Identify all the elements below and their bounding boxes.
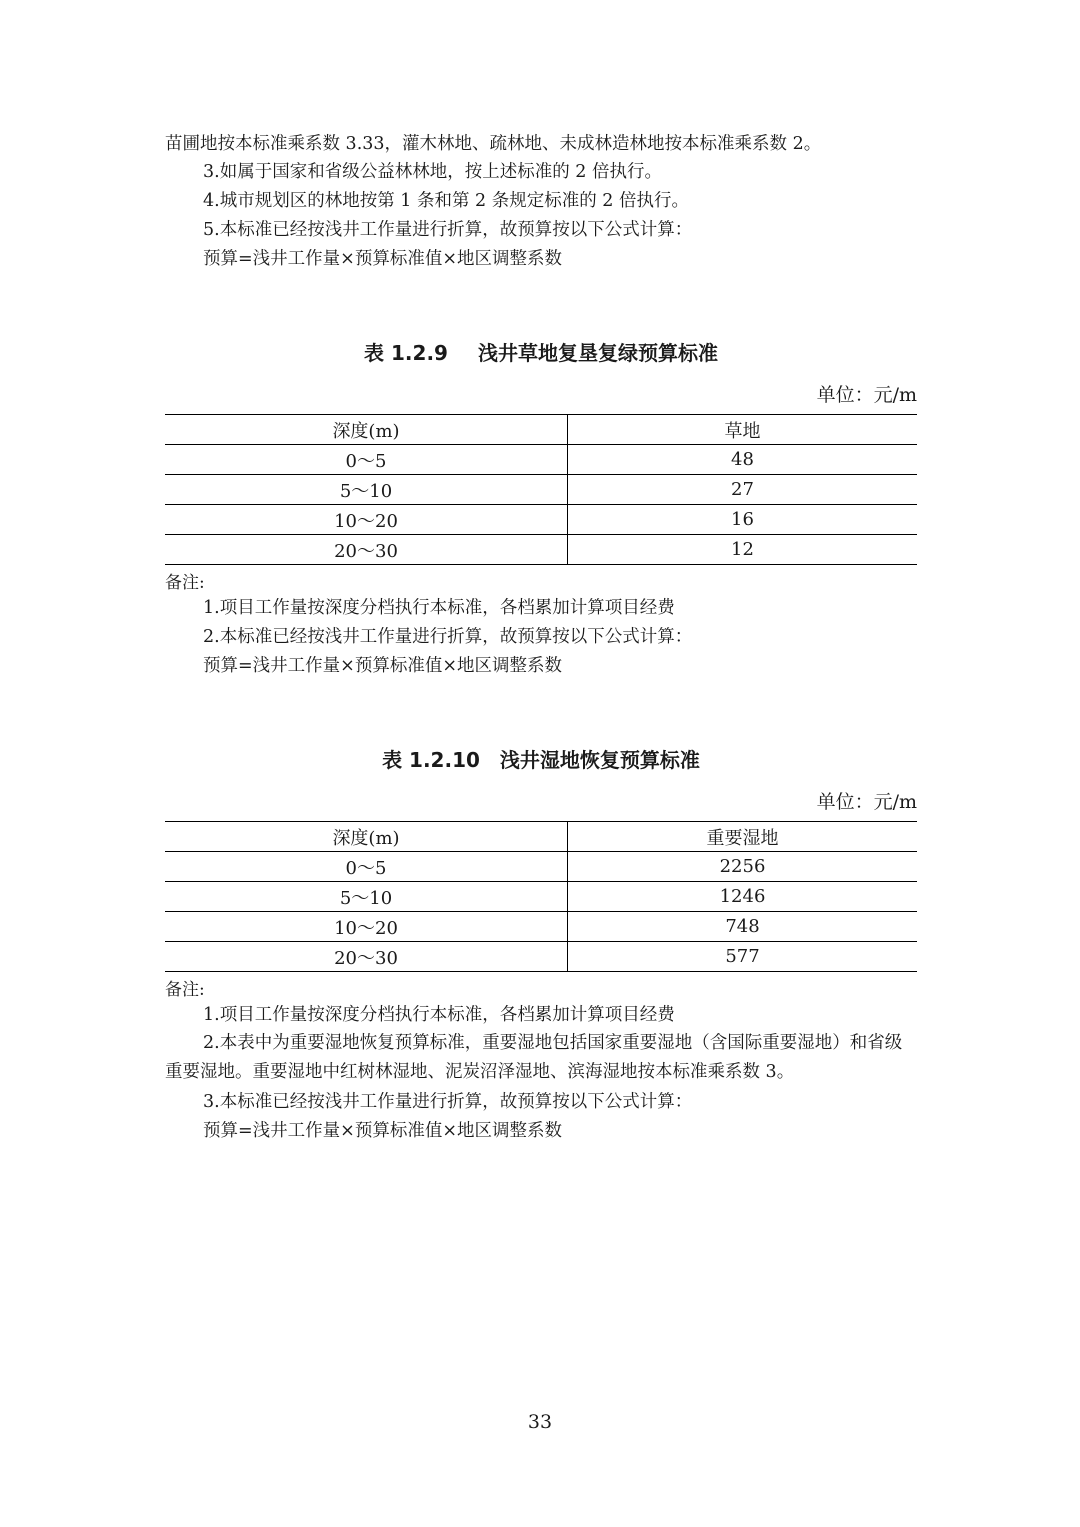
table1-cell-value: 48 — [568, 445, 918, 475]
table1-unit: 单位：元/m — [816, 384, 917, 406]
table-row — [165, 912, 917, 942]
table1-note-1: 1.项目工作量按深度分档执行本标准，各档累加计算项目经费 — [203, 598, 675, 618]
intro-line-5: 预算=浅井工作量×预算标准值×地区调整系数 — [203, 249, 562, 269]
table1-cell-value: 27 — [568, 475, 918, 505]
table1-number: 表 1.2.9 — [364, 341, 448, 365]
table2-cell-depth: 20～30 — [165, 942, 568, 972]
table2-note-1: 1.项目工作量按深度分档执行本标准，各档累加计算项目经费 — [203, 1005, 675, 1025]
table2-cell-value: 577 — [568, 942, 918, 972]
table1-cell-value: 16 — [568, 505, 918, 535]
table1-note-2: 2.本标准已经按浅井工作量进行折算，故预算按以下公式计算： — [203, 627, 693, 647]
table2-title — [165, 744, 917, 773]
table2-cell-depth: 5～10 — [165, 882, 568, 912]
table-row — [165, 942, 917, 972]
intro-line-3: 4.城市规划区的林地按第 1 条和第 2 条规定标准的 2 倍执行。 — [203, 191, 689, 211]
table2-name: 浅井湿地恢复预算标准 — [499, 748, 700, 772]
table2-cell-value: 748 — [568, 912, 918, 942]
intro-line-2: 3.如属于国家和省级公益林林地，按上述标准的 2 倍执行。 — [203, 162, 662, 182]
table2-note-2: 2.本表中为重要湿地恢复预算标准，重要湿地包括国家重要湿地（含国际重要湿地）和省级重要湿地。重要湿地中红树林湿地、泥炭沼泽湿地、滨海湿地按本标准乘系数 3。 — [165, 1033, 903, 1082]
table2-note-label: 备注: — [165, 980, 205, 1000]
table-row — [165, 882, 917, 912]
table1-header-depth: 深度(m) — [165, 415, 568, 445]
intro-line-1: 苗圃地按本标准乘系数 3.33，灌木林地、疏林地、未成林造林地按本标准乘系数 2。 — [165, 134, 822, 154]
table-row — [165, 852, 917, 882]
intro-line-4: 5.本标准已经按浅井工作量进行折算，故预算按以下公式计算： — [203, 220, 693, 240]
table2-note-3: 3.本标准已经按浅井工作量进行折算，故预算按以下公式计算： — [203, 1092, 693, 1112]
table1-header-grassland: 草地 — [568, 415, 918, 445]
table2-header-row — [165, 822, 917, 852]
table2-cell-depth: 10～20 — [165, 912, 568, 942]
table1-header-row — [165, 415, 917, 445]
table2 — [165, 821, 917, 972]
table2-cell-depth: 0～5 — [165, 852, 568, 882]
table2-header-wetland: 重要湿地 — [568, 822, 918, 852]
table2-header-depth: 深度(m) — [165, 822, 568, 852]
table1-cell-value: 12 — [568, 535, 918, 565]
table1-cell-depth: 20～30 — [165, 535, 568, 565]
table2-unit: 单位：元/m — [816, 791, 917, 813]
table1-cell-depth: 0～5 — [165, 445, 568, 475]
table1-note-3: 预算=浅井工作量×预算标准值×地区调整系数 — [203, 656, 562, 676]
table1-cell-depth: 5～10 — [165, 475, 568, 505]
table2-cell-value: 2256 — [568, 852, 918, 882]
table-row — [165, 505, 917, 535]
table1-title — [165, 337, 917, 366]
table2-note-4: 预算=浅井工作量×预算标准值×地区调整系数 — [203, 1121, 562, 1141]
table-row — [165, 475, 917, 505]
table2-cell-value: 1246 — [568, 882, 918, 912]
table-row — [165, 445, 917, 475]
table1-name: 浅井草地复垦复绿预算标准 — [477, 341, 718, 365]
table-row — [165, 535, 917, 565]
table2-number: 表 1.2.10 — [382, 748, 480, 772]
table1-cell-depth: 10～20 — [165, 505, 568, 535]
table1 — [165, 414, 917, 565]
page-number: 33 — [527, 1411, 553, 1433]
table1-note-label: 备注: — [165, 573, 205, 593]
